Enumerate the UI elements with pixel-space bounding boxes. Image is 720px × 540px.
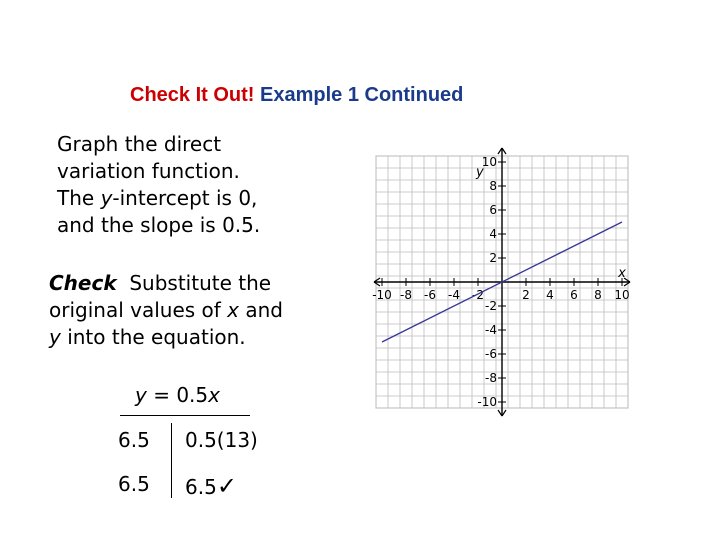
y-axis-label: y [476, 165, 484, 180]
y-tick-label: -2 [485, 299, 497, 313]
check-line-2-var: x [227, 298, 239, 322]
slide-title [130, 84, 463, 107]
equation-row2-right [185, 472, 237, 500]
x-tick-label: -2 [472, 288, 484, 302]
equation-row2-value: 6.5 [185, 475, 217, 499]
check-line-2c: and [239, 298, 283, 322]
instructions-line-4: and the slope is 0.5. [57, 213, 261, 237]
x-tick-label: 10 [614, 288, 630, 302]
x-tick-label: 4 [546, 288, 554, 302]
equation-header-x: x [208, 383, 220, 407]
title-example: Example 1 Continued [260, 84, 464, 106]
check-label: Check [49, 271, 117, 295]
y-tick-label: 8 [489, 179, 497, 193]
check-line-1 [49, 270, 283, 297]
direct-variation-graph [362, 134, 652, 424]
x-tick-label: -4 [448, 288, 460, 302]
instructions-line-3-var: y [100, 186, 113, 210]
x-tick-label: -10 [372, 288, 392, 302]
equation-header [135, 383, 220, 407]
check-line-3-var: y [49, 325, 61, 349]
equation-row1-right: 0.5(13) [185, 428, 258, 452]
equation-divider-vertical [171, 423, 172, 498]
check-text [49, 270, 283, 351]
instructions-text [57, 131, 260, 239]
instructions-line-3a: The [57, 186, 101, 210]
instructions-line-3c: -intercept is 0, [112, 186, 258, 210]
x-axis-label: x [618, 266, 626, 281]
x-tick-label: 6 [570, 288, 578, 302]
equation-header-y: y [135, 383, 147, 407]
y-tick-label: -8 [485, 371, 497, 385]
instructions-line-1: Graph the direct [57, 132, 222, 156]
check-line-2a: original values of [49, 298, 228, 322]
equation-row1-left: 6.5 [118, 428, 150, 452]
x-tick-label: -8 [400, 288, 412, 302]
equation-divider-horizontal [120, 415, 250, 416]
x-tick-label: 8 [594, 288, 602, 302]
check-line-3 [49, 324, 283, 351]
y-tick-label: 6 [489, 203, 497, 217]
y-tick-label: 4 [489, 227, 497, 241]
instructions-line-2: variation function. [57, 159, 240, 183]
y-tick-label: -4 [485, 323, 497, 337]
x-tick-label: 2 [522, 288, 530, 302]
title-check-it-out: Check It Out! [130, 84, 255, 106]
instructions-line-3 [57, 185, 260, 212]
equation-header-mid: = 0.5 [146, 383, 209, 407]
x-tick-label: -6 [424, 288, 436, 302]
checkmark-icon: ✓ [216, 472, 237, 500]
y-tick-label: -10 [477, 395, 497, 409]
y-tick-label: 10 [481, 155, 497, 169]
equation-row2-left: 6.5 [118, 472, 150, 496]
check-line-2 [49, 297, 283, 324]
y-tick-label: 2 [489, 251, 497, 265]
check-line-1-text: Substitute the [116, 271, 272, 295]
check-line-3b: into the equation. [60, 325, 246, 349]
y-tick-label: -6 [485, 347, 497, 361]
